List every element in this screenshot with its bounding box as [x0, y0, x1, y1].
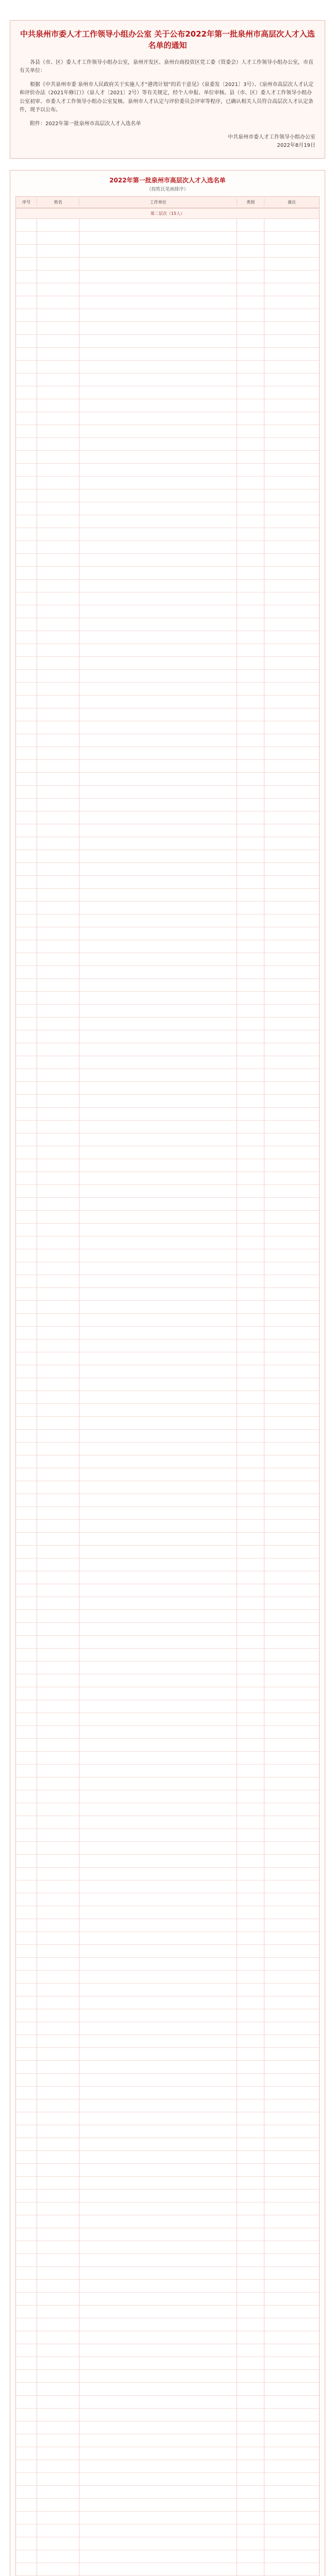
roster-card — [10, 170, 325, 2576]
roster-table — [15, 196, 320, 2576]
notice-paragraph: 各县（市、区）委人才工作领导小组办公室，泉州开发区、泉州台商投资区党工委（管委会）人才工作领导小组办公室，市直有关单位： — [20, 59, 313, 74]
notice-card — [10, 20, 325, 159]
header-name: 姓名 — [37, 198, 79, 206]
header-index: 序号 — [16, 198, 37, 206]
roster-header — [15, 176, 320, 192]
header-category: 类别 — [237, 198, 264, 206]
notice-signature-org: 中共泉州市委人才工作领导小组办公室 — [228, 134, 315, 140]
header-note: 备注 — [288, 200, 296, 205]
roster-column-headers — [16, 197, 319, 208]
notice-title: 中共泉州市委人才工作领导小组办公室 关于公布2022年第一批泉州市高层次人才入选名单的通知 — [20, 29, 315, 50]
notice-paragraph: 附件：2022年第一批泉州市高层次人才入选名单 — [30, 121, 141, 127]
notice-signature — [20, 133, 315, 150]
group-label: 第二层次（15人） — [16, 208, 319, 219]
roster-rows-area — [16, 219, 319, 2576]
notice-signature-date: 2022年8月19日 — [277, 143, 315, 148]
notice-paragraph: 根据《中共泉州市委 泉州市人民政府关于实施人才“港湾计划”的若干意见》（泉委发〔2021〕3号）、《泉州市高层次人才认定和评价办法（2021年修订）》（泉人才〔2021〕2号）等有关规定，经个人申报、单位审核、县（市、区）委人才工作领导小组办公室初审、市委人才工作领导小组办公室复核、泉州市人才认定与评价委员会评审等程序，已确认相关人员符合高层次人才认定条件，现予以公布。 — [20, 81, 314, 113]
page-root — [0, 20, 335, 2576]
roster-subtitle: （按姓氏笔画排序） — [146, 187, 189, 192]
header-unit: 工作单位 — [79, 198, 237, 206]
roster-title: 2022年第一批泉州市高层次人才入选名单 — [109, 177, 226, 184]
